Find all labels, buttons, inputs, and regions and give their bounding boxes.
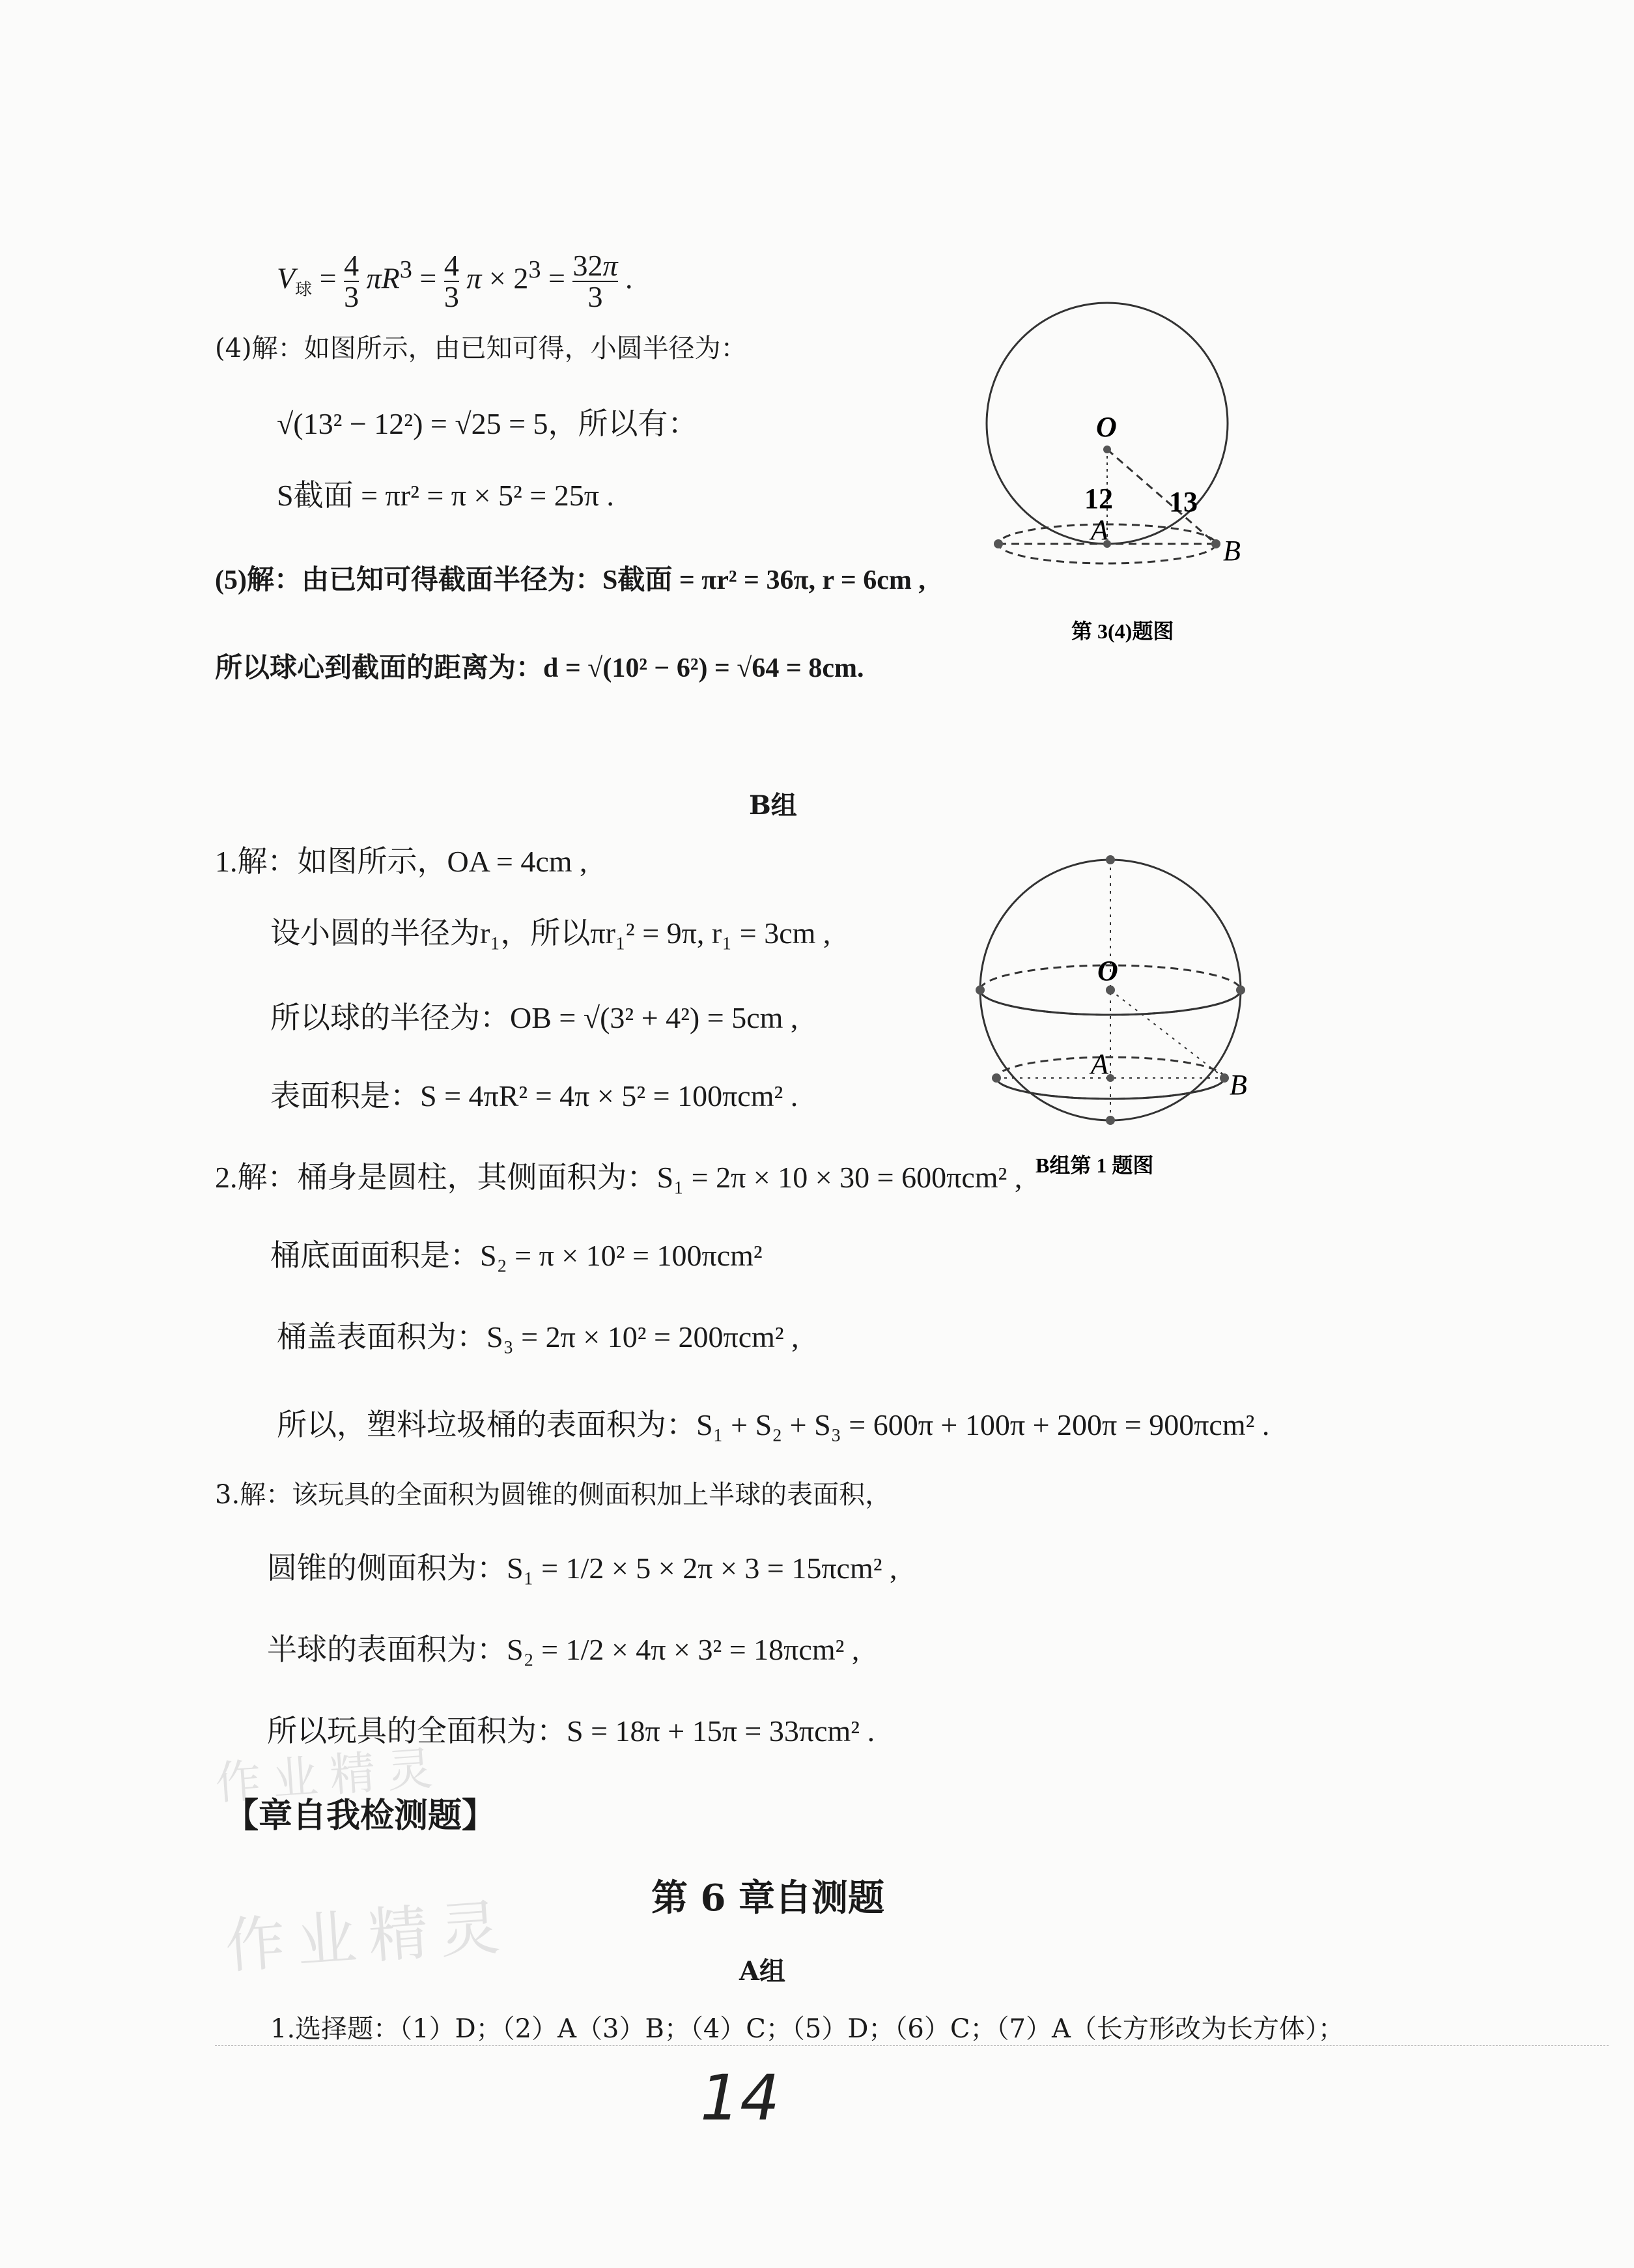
point-o <box>1103 446 1111 453</box>
point-left-eq <box>976 985 985 995</box>
b-q1-r1: 设小圆的半径为r₁，所以πr₁² = 9π, r₁ = 3cm , <box>270 916 831 950</box>
point-b <box>1220 1073 1229 1083</box>
divider <box>215 2045 1609 2046</box>
p4-intro: (4)解：如图所示，由已知可得，小圆半径为： <box>215 333 747 363</box>
b-q3-hemi: 半球的表面积为：S₂ = 1/2 × 4π × 3² = 18πcm² , <box>267 1633 860 1666</box>
figure-b1 <box>964 840 1276 1192</box>
point-o <box>1106 985 1115 995</box>
point-right-eq <box>1236 985 1245 995</box>
point-left-small <box>992 1073 1001 1083</box>
b-q2-bottom: 桶底面面积是：S₂ = π × 10² = 100πcm² <box>270 1239 763 1272</box>
group-a-title: A组 <box>739 1956 786 1987</box>
b-q1-intro: 1.解：如图所示，OA = 4cm , <box>215 845 587 878</box>
caption-fig1: 第 3(4)题图 <box>1071 619 1174 643</box>
b-q3-cone: 圆锥的侧面积为：S₁ = 1/2 × 5 × 2π × 3 = 15πcm² , <box>267 1552 897 1585</box>
section-heading: 【章自我检测题】 <box>225 1796 496 1836</box>
p5-dist: 所以球心到截面的距离为：d = √(10² − 6²) = √64 = 8cm. <box>215 653 864 683</box>
chapter-title: 第 6 章自测题 <box>651 1877 884 1920</box>
label-b: B <box>1223 535 1241 567</box>
label-o: O <box>1096 411 1117 443</box>
watermark-top: 作业精灵 <box>213 1740 446 1811</box>
group-b-title: B组 <box>749 790 797 821</box>
label-o: O <box>1097 955 1118 987</box>
b-q3-total: 所以玩具的全面积为：S = 18π + 15π = 33πcm² . <box>267 1714 875 1748</box>
label-12: 12 <box>1084 483 1113 515</box>
b-q1-R: 所以球的半径为：OB = √(3² + 4²) = 5cm , <box>270 1001 798 1034</box>
line-o-b <box>1110 990 1224 1078</box>
b-q2-total: 所以，塑料垃圾桶的表面积为：S₁ + S₂ + S₃ = 600π + 100π + 200π = 900πcm² . <box>277 1408 1270 1441</box>
b-q3-intro: 3.解：该玩具的全面积为圆锥的侧面积加上半球的表面积， <box>215 1480 892 1510</box>
p4-area: S截面 = πr² = π × 5² = 25π . <box>277 479 614 512</box>
point-left <box>994 539 1003 548</box>
label-a: A <box>1091 514 1108 546</box>
page-number: 14 <box>700 2062 780 2134</box>
watermark-bottom: 作业精灵 <box>223 1892 514 1982</box>
p4-root: √(13² − 12²) = √25 = 5，所以有： <box>277 407 698 440</box>
label-a: A <box>1091 1048 1108 1080</box>
figure-3-4 <box>977 293 1276 658</box>
label-b: B <box>1230 1069 1247 1101</box>
point-b <box>1211 539 1220 548</box>
p5-intro: (5)解：由已知可得截面半径为：S截面 = πr² = 36π, r = 6cm , <box>215 565 925 595</box>
b-q2-intro: 2.解：桶身是圆柱，其侧面积为：S₁ = 2π × 10 × 30 = 600πcm² , <box>215 1161 1022 1194</box>
point-top <box>1106 855 1115 864</box>
caption-fig2: B组第 1 题图 <box>1035 1154 1154 1177</box>
choice-answers: 1.选择题：（1）D；（2）A（3）B；（4）C；（5）D；（6）C；（7）A（长方形改为长方体）； <box>270 2014 1344 2044</box>
v-ball-formula: $V_球$ = $\frac{4}{3}$ $\pi R^3$ = $\frac{4}{3}$ $\pi \times 2^3$ = $\frac{32\pi}{3}$ . <box>277 249 633 313</box>
line-o-b <box>1107 449 1216 544</box>
point-bottom <box>1106 1116 1115 1125</box>
label-13: 13 <box>1169 486 1198 518</box>
b-q2-lid: 桶盖表面积为：S₃ = 2π × 10² = 200πcm² , <box>277 1320 799 1354</box>
b-q1-S: 表面积是：S = 4πR² = 4π × 5² = 100πcm² . <box>270 1079 798 1113</box>
